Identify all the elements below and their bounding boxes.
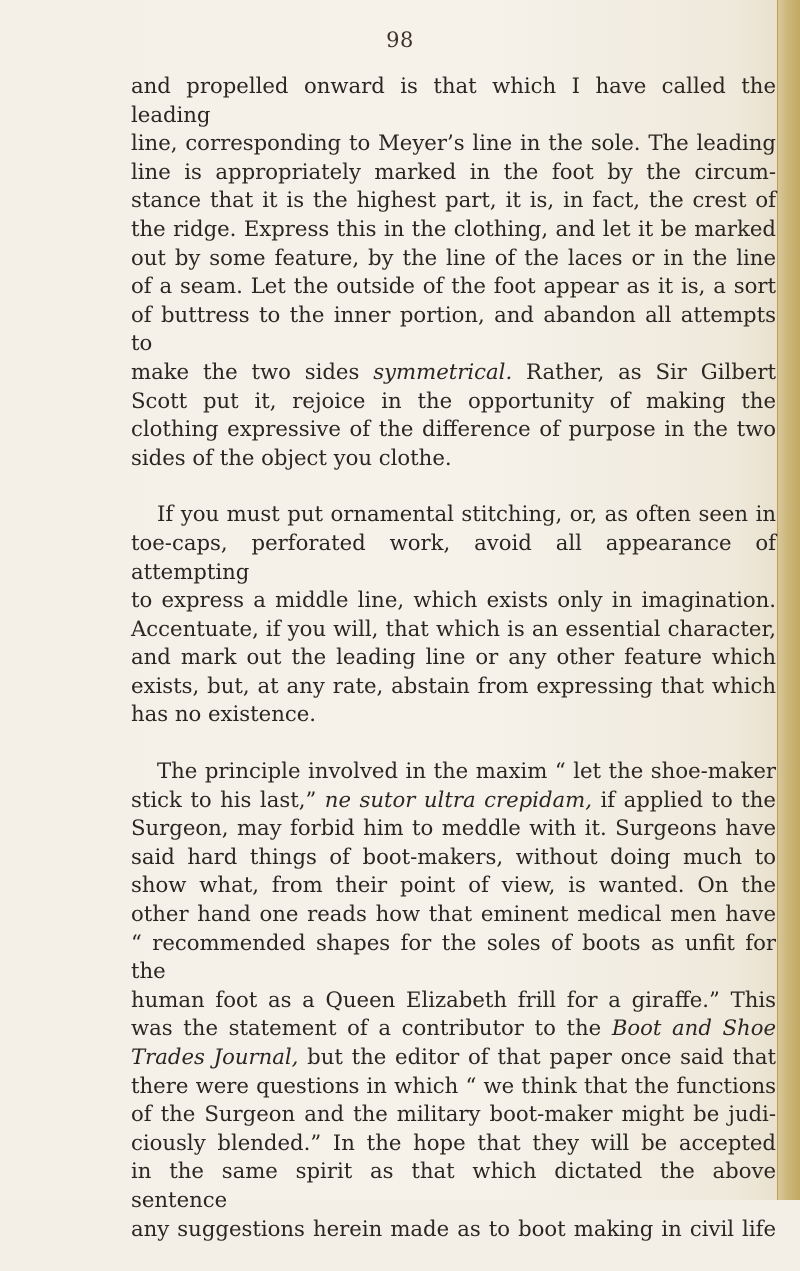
paragraph-2 xyxy=(131,500,776,729)
text-line: clothing expressive of the difference of purpose in the two xyxy=(131,416,776,442)
text-line: toe-caps, perforated work, avoid all appearance of attempting xyxy=(131,529,776,584)
text-line: Trades Journal, but the editor of that paper once said that xyxy=(131,1044,776,1069)
text-line: If you must put ornamental stitching, or, as often seen in xyxy=(157,501,776,527)
page-number: 98 xyxy=(386,28,414,52)
text-line: line, corresponding to Meyer’s line in the sole. The leading xyxy=(131,130,776,156)
text-line: has no existence. xyxy=(131,701,316,727)
text-line: exists, but, at any rate, abstain from expressing that which xyxy=(131,672,776,698)
italic-text: Trades Journal, xyxy=(131,1044,299,1069)
text-line: Accentuate, if you will, that which is an essential character, xyxy=(131,615,776,641)
text-line: ciously blended.” In the hope that they will be accepted xyxy=(131,1129,776,1155)
text-line: other hand one reads how that eminent medical men have xyxy=(131,901,776,927)
italic-text: ne sutor ultra crepidam, xyxy=(324,786,592,812)
text-line: human foot as a Queen Elizabeth frill for a giraffe.” This xyxy=(131,986,776,1012)
text-line: and propelled onward is that which I have called the leading xyxy=(131,73,776,127)
text-line: the ridge. Express this in the clothing, and let it be marked xyxy=(131,215,776,241)
text-line: to express a middle line, which exists only in imagination. xyxy=(131,587,776,613)
body-text xyxy=(131,72,776,1271)
text-line: Scott put it, rejoice in the opportunity of making the xyxy=(131,387,776,413)
text-line: “ recommended shapes for the soles of boots as unfit for the xyxy=(131,929,776,984)
text-line: stance that it is the highest part, it is, in fact, the crest of xyxy=(131,187,776,213)
page-edge xyxy=(777,0,800,1200)
text-line: of a seam. Let the outside of the foot appear as it is, a sort xyxy=(131,273,776,299)
text-line: said hard things of boot-makers, without doing much to xyxy=(131,843,776,869)
text-line: any suggestions herein made as to boot making in civil life xyxy=(131,1215,776,1241)
text-line: in the same spirit as that which dictated the above sentence xyxy=(131,1158,776,1212)
paragraph-1 xyxy=(131,72,776,472)
text-line: and mark out the leading line or any other feature which xyxy=(131,644,776,670)
text-line: stick to his last,” ne sutor ultra crepidam, if applied to the xyxy=(131,786,776,812)
text-line: The principle involved in the maxim “ let the shoe-maker xyxy=(157,758,776,784)
italic-text: Boot and Shoe xyxy=(611,1015,776,1041)
text-line: sides of the object you clothe. xyxy=(131,444,452,470)
text-line: of buttress to the inner portion, and abandon all attempts to xyxy=(131,301,776,356)
text-line: line is appropriately marked in the foot by the circum- xyxy=(131,158,776,184)
text-line: out by some feature, by the line of the laces or in the line xyxy=(131,244,776,270)
text-line: of the Surgeon and the military boot-maker might be judi- xyxy=(131,1101,776,1127)
text-line: show what, from their point of view, is wanted. On the xyxy=(131,872,776,898)
text-line: there were questions in which “ we think that the functions xyxy=(131,1072,776,1098)
paragraph-3 xyxy=(131,757,776,1243)
text-line: was the statement of a contributor to the Boot and Shoe xyxy=(131,1015,776,1041)
text-line: make the two sides symmetrical. Rather, as Sir Gilbert xyxy=(131,358,776,384)
text-line: Surgeon, may forbid him to meddle with it. Surgeons have xyxy=(131,815,776,841)
italic-text: symmetrical. xyxy=(373,358,513,384)
